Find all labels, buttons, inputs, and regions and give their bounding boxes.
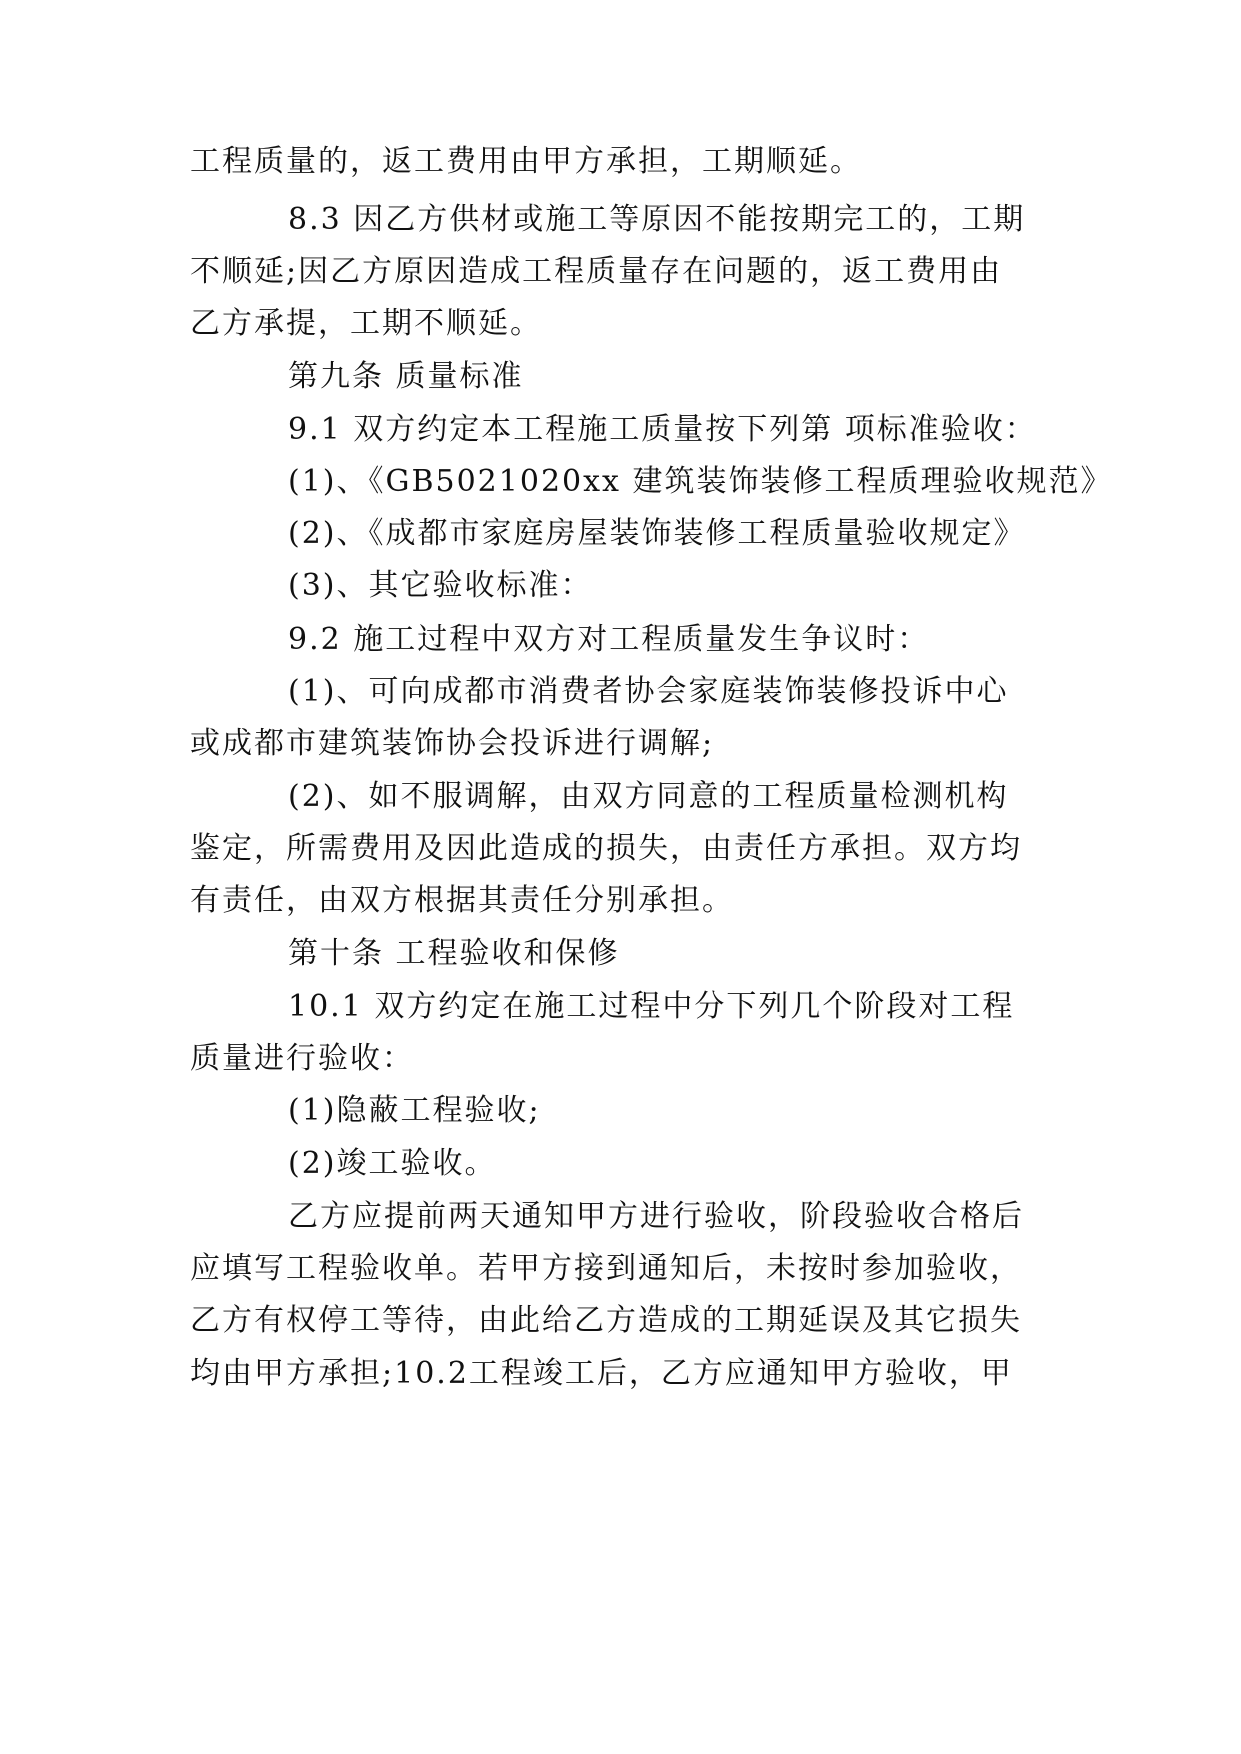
text-line: 10.1 双方约定在施工过程中分下列几个阶段对工程 <box>288 989 1015 1024</box>
text-line: (1)、可向成都市消费者协会家庭装饰装修投诉中心 <box>288 674 1009 709</box>
text-line: 乙方应提前两天通知甲方进行验收，阶段验收合格后 <box>288 1199 1024 1234</box>
text-line: 9.2 施工过程中双方对工程质量发生争议时： <box>288 622 930 657</box>
text-line: (1)隐蔽工程验收; <box>288 1093 541 1128</box>
text-line: 乙方有权停工等待，由此给乙方造成的工期延误及其它损失 <box>190 1303 1022 1338</box>
text-line: 有责任，由双方根据其责任分别承担。 <box>190 883 734 918</box>
text-line: 鉴定，所需费用及因此造成的损失，由责任方承担。双方均 <box>190 831 1022 866</box>
text-line: 不顺延;因乙方原因造成工程质量存在问题的，返工费用由 <box>190 254 1003 289</box>
text-line: 工程质量的，返工费用由甲方承担，工期顺延。 <box>190 144 862 179</box>
text-line: 8.3 因乙方供材或施工等原因不能按期完工的，工期 <box>288 202 1026 237</box>
text-line: (2)、《成都市家庭房屋装饰装修工程质量验收规定》 <box>288 516 1026 551</box>
text-line: 乙方承提，工期不顺延。 <box>190 306 542 341</box>
text-line: (2)、如不服调解，由双方同意的工程质量检测机构 <box>288 779 1009 814</box>
text-line: (1)、《GB5021020xx 建筑装饰装修工程质理验收规范》 <box>288 464 1113 499</box>
text-line: (3)、其它验收标准： <box>288 568 593 603</box>
text-line: 均由甲方承担;10.2工程竣工后，乙方应通知甲方验收，甲 <box>190 1356 1013 1391</box>
section-heading: 第十条 工程验收和保修 <box>288 936 620 971</box>
text-line: 应填写工程验收单。若甲方接到通知后，未按时参加验收， <box>190 1251 1022 1286</box>
section-heading: 第九条 质量标准 <box>288 359 524 394</box>
text-line: 质量进行验收： <box>190 1041 414 1076</box>
text-line: 或成都市建筑装饰协会投诉进行调解; <box>190 726 715 761</box>
text-line: (2)竣工验收。 <box>288 1146 497 1181</box>
text-line: 9.1 双方约定本工程施工质量按下列第 项标准验收： <box>288 412 1037 447</box>
